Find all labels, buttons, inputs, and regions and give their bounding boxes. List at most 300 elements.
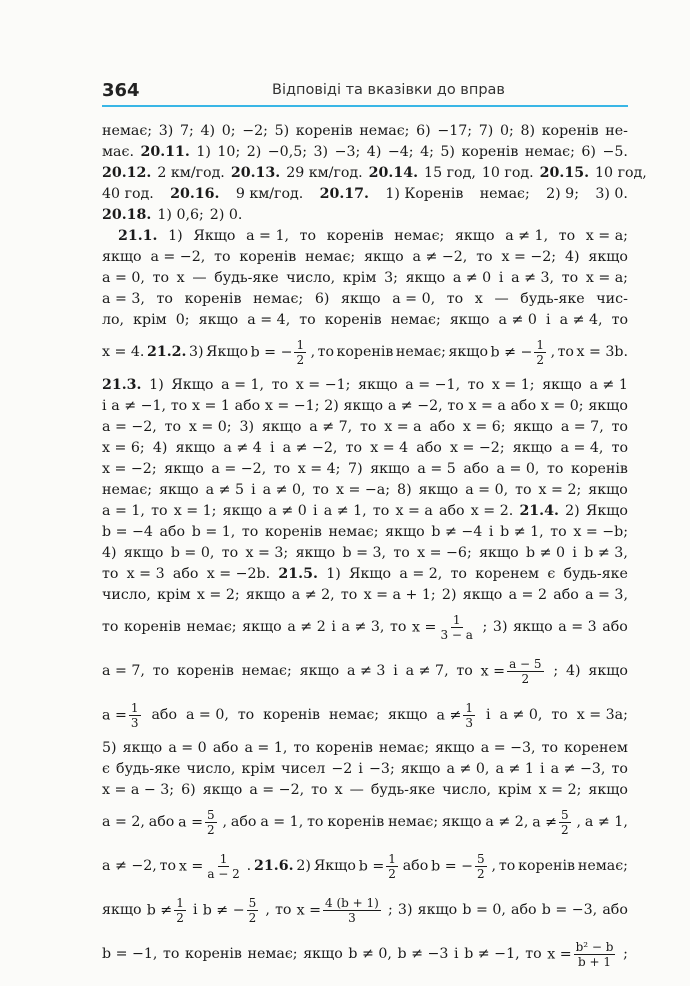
word: якщо [102,248,142,265]
text-line [102,120,628,141]
word: Якщо [206,344,249,360]
word: a = 3 [558,619,597,635]
word: 4) [564,248,580,265]
word: a ≠ $\frac{1}{3}$ [436,700,474,730]
word: x = $\frac{1}{a - 2}$ [178,851,240,881]
word [102,165,151,181]
word: якщо [417,902,458,918]
word: 4) [566,663,581,679]
word: має. [102,143,134,160]
word: будь-яке [116,760,181,777]
word: x = a [395,502,433,519]
word: і [545,311,551,328]
word: a ≠ 1 [589,376,628,393]
word: якщо [588,481,628,498]
word: −2 [331,760,353,777]
word: x = 1; [173,502,217,519]
word: якщо [164,460,204,477]
fraction-numerator: 4 (b + 1) [325,895,379,910]
exercise-number: 20.17. [319,185,369,202]
fraction [507,657,543,686]
word: то [547,460,564,477]
word: b ≠ − $\frac{5}{2}$ [202,895,257,925]
fraction-numerator: 5 [248,895,257,910]
word: 6) [581,143,596,160]
word: немає; [390,311,441,328]
word: x = $\frac{\text{b² − b}}{b + 1}$ [547,939,614,969]
word: 0; [175,311,190,328]
word: a = 5 [417,460,456,477]
word: немає; [247,946,298,962]
word: . [246,858,252,874]
word [254,858,294,874]
word: якщо [122,739,163,756]
text-line [102,563,628,584]
fraction [574,940,616,969]
word: — [192,269,207,286]
word: якщо [588,397,628,414]
word: якщо [358,376,398,393]
word: a = 7, [102,663,145,679]
word: крім [157,586,191,603]
word: a = −2, [211,460,267,477]
word: то [611,760,628,777]
word: або [429,418,455,435]
fraction-denominator: 3 [130,715,139,730]
word: то [271,376,289,393]
word: a ≠ 3, [341,619,385,635]
word: , [222,814,228,830]
fraction-denominator: 2 [176,910,184,925]
fraction-numerator: 5 [207,807,215,822]
fraction-denominator: 2 [477,866,485,881]
word: 1) 0,6; [157,206,204,223]
word: x = $\frac{1}{3 - a}$ [412,612,473,642]
exercise-number: 21.1. [118,227,158,244]
word: то [467,376,485,393]
word: немає; [524,143,575,160]
word: немає; [305,248,356,265]
word: якщо [513,619,553,635]
word: коренів [336,344,394,360]
word: 40 год. [102,185,154,202]
word: a ≠ 1, [584,814,628,830]
word: x = −2b. [206,565,271,582]
word: не- [605,122,628,139]
word: то [311,781,328,798]
word: або [416,439,442,456]
word: 7) [478,122,494,139]
word: , [550,344,556,360]
fraction [386,852,398,881]
word: немає; [378,739,429,756]
fraction [534,338,546,367]
word: або [234,397,261,414]
text-line [102,693,628,737]
word: то [557,344,574,360]
word: , [265,902,270,918]
word [369,165,418,181]
word [102,207,151,223]
text-line [102,542,628,563]
word: і [313,502,318,519]
fraction [174,896,186,925]
word: a ≠ 4 [223,439,262,456]
word: x = a − 3; [102,781,175,798]
word: якщо [175,439,216,456]
word: a = 0, [465,481,509,498]
word: — [494,290,509,307]
word: будь-яке [520,290,585,307]
word: b ≠ $\frac{1}{2}$ [146,895,184,925]
text-line [102,246,628,267]
word: a = 0, [496,460,540,477]
word: x [176,269,185,286]
word: або [212,739,239,756]
word: немає; [328,707,380,723]
word: a ≠ 1, [323,502,367,519]
word: і [102,397,107,414]
word: x [334,781,343,798]
fraction-numerator: 1 [176,895,184,910]
word: коренів [239,248,297,265]
word: то [102,565,119,582]
word: a ≠ −2, [387,397,443,414]
word: 6) [416,122,431,139]
word: 1) [326,565,341,582]
word: то [241,523,259,540]
word: a = 1, [260,814,304,830]
word: b = − $\frac{5}{2}$ [431,851,485,881]
fraction-denominator: 2 [248,910,257,925]
text-line [102,932,628,976]
text-line [102,330,628,374]
fraction-denominator: 2 [296,352,305,367]
word: 3) [492,619,508,635]
word: і [251,481,256,498]
word: 1) [168,227,183,244]
word: то [446,290,464,307]
word: a ≠ −1, [111,397,167,414]
word: x = 6; [462,418,506,435]
word: x = −1; [295,376,351,393]
fraction [323,896,381,925]
word: b = 0, [462,902,506,918]
word: a = 2, [399,565,443,582]
word: якщо [102,902,142,918]
word: то [372,502,390,519]
word: є [102,760,110,777]
word: якщо [512,439,553,456]
word: , [491,858,497,874]
word: то [102,619,119,635]
word: немає; [186,619,237,635]
word: a ≠ 5 [205,481,245,498]
word: x = 2. [470,502,514,519]
word: немає; [395,344,446,360]
word: a ≠ 2, [291,586,335,603]
word: x = a [468,397,506,414]
fraction-denominator: 2 [561,822,569,837]
fraction [475,852,487,881]
word: то [299,227,317,244]
text-line [102,500,628,521]
text-line [102,374,628,395]
word: якщо [242,619,282,635]
word: x = −2; [102,460,157,477]
fraction-denominator: 3 − a [440,627,473,642]
word [278,566,318,582]
answers-text [102,120,647,976]
word: x = 1; [491,376,535,393]
word: 5) [102,739,117,756]
word: і [358,760,363,777]
word: число, [102,586,151,603]
word: то [515,481,532,498]
fraction-denominator: 2 [536,352,545,367]
exercise-number: 21.5. [278,565,318,582]
fraction [438,613,474,642]
text-line [102,183,628,204]
word: 4) [366,143,382,160]
word: то [360,418,377,435]
word: то [611,311,628,328]
word: то [237,707,255,723]
word: x = a [384,418,422,435]
word: 1) [196,143,211,160]
word: x = $\frac{4 (b + 1)}{3}$ [296,895,379,925]
word: то [611,439,628,456]
word: Якщо [171,376,214,393]
exercise-number: 20.14. [368,164,419,181]
word: a ≠ −2, [102,858,157,874]
word: або [159,523,186,540]
word: Якщо [313,858,356,874]
word: або [148,814,175,830]
word: або [439,502,465,519]
word: то [214,248,231,265]
word: b ≠ −1, [464,946,520,962]
text-line [102,395,628,416]
word: якщо [385,523,425,540]
fraction-numerator: 1 [452,612,461,627]
word: −3; [334,143,361,160]
word [118,228,158,244]
word: x = 0; [540,397,584,414]
word: a ≠ 0, [262,481,306,498]
word: якщо [299,663,340,679]
word: коренем [564,739,628,756]
word: a = −2, [102,418,157,435]
word: то [447,397,464,414]
word: то [275,902,292,918]
fraction [294,338,306,367]
text-line [102,779,628,800]
word: 8) [397,481,412,498]
word: a = −2, [249,781,305,798]
text-line [102,584,628,605]
word: 2) [565,502,580,519]
word: a ≠ 3 [347,663,386,679]
text-line [102,605,628,649]
word: ; [387,902,393,918]
fraction [463,701,475,730]
word: то [558,227,576,244]
word: 1) [149,376,164,393]
word: 10; [217,143,241,160]
word: b = 3, [342,544,387,561]
word: або [230,814,257,830]
page-number: 364 [102,80,140,101]
word: x = −2; [501,248,557,265]
word: x = 4; [297,460,341,477]
word [519,503,559,519]
word: число, [186,760,236,777]
exercise-number: 21.3. [102,376,142,393]
word: a = 4, [560,439,604,456]
word: 29 км/год. [286,164,363,181]
text-line [102,288,628,309]
word: a = 1, [102,502,145,519]
word: a ≠ 0, [446,760,490,777]
word: немає; [359,122,410,139]
fraction-denominator: 2 [521,671,530,686]
word: немає; [102,122,153,139]
word: a ≠ 7, [309,418,353,435]
word: a ≠ 3, [511,269,555,286]
text-line [102,267,628,288]
word: і [193,902,198,918]
exercise-number: 21.2. [146,344,187,360]
word: 3) [239,418,254,435]
word: якщо [588,248,628,265]
word: 4) [102,544,117,561]
word: x = 4. [102,344,145,360]
fraction-denominator: 2 [207,822,215,837]
word: коренів [315,739,373,756]
fraction-numerator: 5 [561,807,569,822]
fraction-numerator: 1 [388,851,396,866]
word: a = −3, [480,739,536,756]
word: a ≠ 0 [498,311,537,328]
word: то [159,858,177,874]
word: x = −2; [450,439,505,456]
word: то [312,481,329,498]
word: якщо [588,663,628,679]
word: якщо [343,397,384,414]
word: будь-яке [370,781,436,798]
word: то [293,739,310,756]
word: то [550,523,567,540]
fraction-numerator: a − 5 [509,656,542,671]
exercise-number: 20.15. [539,164,590,181]
word: 4) [200,122,216,139]
word: коренів [570,460,628,477]
word: коренів [327,814,385,830]
text-line [102,204,628,225]
word: то [390,619,407,635]
word: x = −1; [264,397,320,414]
word [147,344,187,360]
word: 15 год, [424,164,476,181]
word: крім [241,760,275,777]
word: коренів [263,707,321,723]
word: 6) [181,781,196,798]
fraction-denominator: a − 2 [207,866,240,881]
word: або [172,565,199,582]
word: x = 2; [538,481,582,498]
word: a ≠ −2, [412,248,468,265]
word: a = 1, [246,227,289,244]
word [540,165,589,181]
word: то [299,311,316,328]
word: Якщо [193,227,236,244]
exercise-number: 21.6. [254,858,294,874]
exercise-number: 20.16. [170,185,220,202]
word: то [456,663,473,679]
word: b ≠ 0, [348,946,392,962]
word: a = 4, [247,311,291,328]
word: b ≠ 1, [500,523,544,540]
text-line [102,888,628,932]
word: то [561,269,579,286]
fraction-numerator: 5 [477,851,485,866]
word: , [576,814,582,830]
word: то [476,248,493,265]
word: 2) [441,586,457,603]
word: то [307,814,324,830]
word: коренем [475,565,540,582]
word: то [152,269,169,286]
word: a ≠ $\frac{5}{2}$ [532,807,569,837]
word: 0; [221,122,236,139]
word: ; [553,663,559,679]
text-line [102,649,628,693]
text-line [102,416,628,437]
word: якщо [418,481,459,498]
word: a ≠ 0 [268,502,307,519]
word: b = − $\frac{1}{2}$ [250,337,305,367]
word: a = 2, [102,814,145,830]
fraction [205,852,241,881]
word: x = 0; [188,418,232,435]
word: 4) [152,439,168,456]
word: або [402,858,429,874]
word: якщо [479,544,519,561]
word: a ≠ 1 [495,760,534,777]
word: a = 0, [102,269,145,286]
word: якщо [303,946,343,962]
word: 2) 0. [209,206,243,223]
word: a = 3, [585,586,628,603]
word: x = 6; [102,439,145,456]
word: 2) [296,858,311,874]
exercise-number: 21.4. [519,502,559,519]
word: якщо [159,481,199,498]
exercise-number: 20.12. [102,164,152,181]
word: якщо [454,227,495,244]
word: то [551,707,568,723]
word: −5. [602,143,628,160]
word: немає; [102,481,153,498]
word: то [273,460,291,477]
word: a = 2 [508,586,547,603]
word: немає; [388,814,439,830]
word: то [340,586,358,603]
word: a ≠ 1, [505,227,549,244]
word: 6) [314,290,330,307]
word: b = 1, [191,523,236,540]
